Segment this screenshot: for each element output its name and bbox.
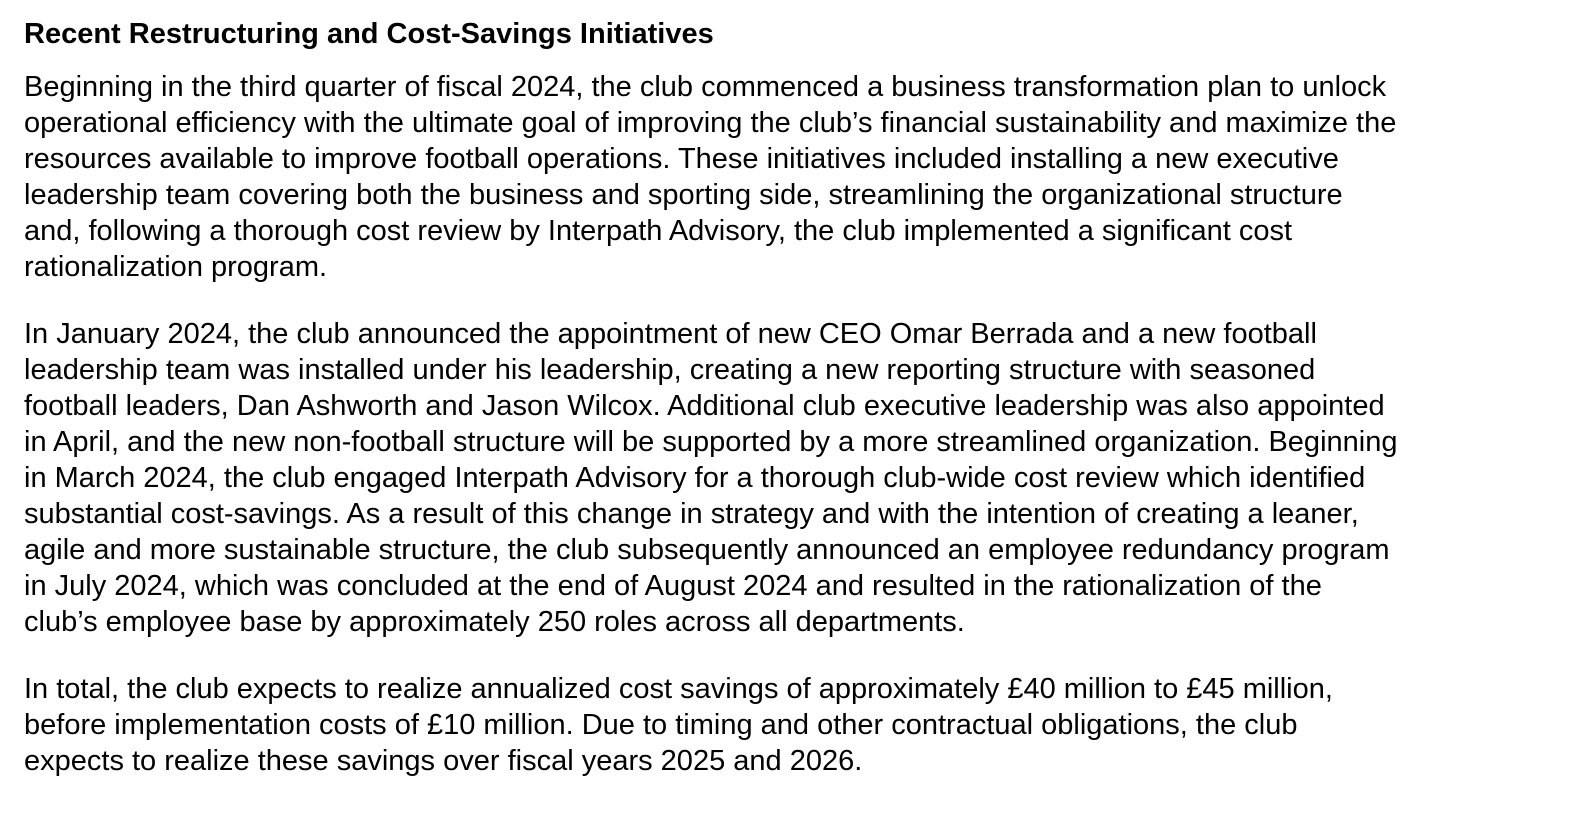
paragraph-transformation-plan [24,69,1554,285]
paragraph-line: and, following a thorough cost review by Interpath Advisory, the club implemented a significant cost [24,215,1293,247]
paragraph-line: agile and more sustainable structure, the club subsequently announced an employee redundancy program [24,534,1390,566]
paragraph-line: football leaders, Dan Ashworth and Jason Wilcox. Additional club executive leadership was also appointed [24,390,1385,422]
paragraph-line: in April, and the new non-football structure will be supported by a more streamlined organization. Beginning [24,426,1398,458]
paragraph-line: resources available to improve football operations. These initiatives included installing a new executive [24,143,1339,175]
section-heading: Recent Restructuring and Cost-Savings Initiatives [24,18,714,50]
paragraph-line: leadership team covering both the business and sporting side, streamlining the organizational structure [24,179,1343,211]
paragraph-line: operational efficiency with the ultimate goal of improving the club’s financial sustainability and maximize the [24,107,1397,139]
paragraph-line: in March 2024, the club engaged Interpath Advisory for a thorough club-wide cost review which identified [24,462,1366,494]
paragraph-line: substantial cost-savings. As a result of this change in strategy and with the intention of creating a leaner, [24,498,1359,530]
paragraph-line: In total, the club expects to realize annualized cost savings of approximately £40 million to £45 million, [24,673,1333,705]
paragraph-line: In January 2024, the club announced the appointment of new CEO Omar Berrada and a new football [24,318,1317,350]
paragraph-line: expects to realize these savings over fiscal years 2025 and 2026. [24,745,863,777]
paragraph-leadership-changes [24,316,1554,640]
paragraph-line: Beginning in the third quarter of fiscal 2024, the club commenced a business transformation plan to unlock [24,71,1387,103]
paragraph-line: club’s employee base by approximately 250 roles across all departments. [24,606,965,638]
paragraph-line: before implementation costs of £10 million. Due to timing and other contractual obligations, the club [24,709,1298,741]
document [24,14,1554,810]
paragraph-line: rationalization program. [24,251,328,283]
paragraph-line: in July 2024, which was concluded at the end of August 2024 and resulted in the rationalization of the [24,570,1322,602]
paragraph-line: leadership team was installed under his leadership, creating a new reporting structure with seasoned [24,354,1316,386]
paragraph-cost-savings [24,671,1554,779]
